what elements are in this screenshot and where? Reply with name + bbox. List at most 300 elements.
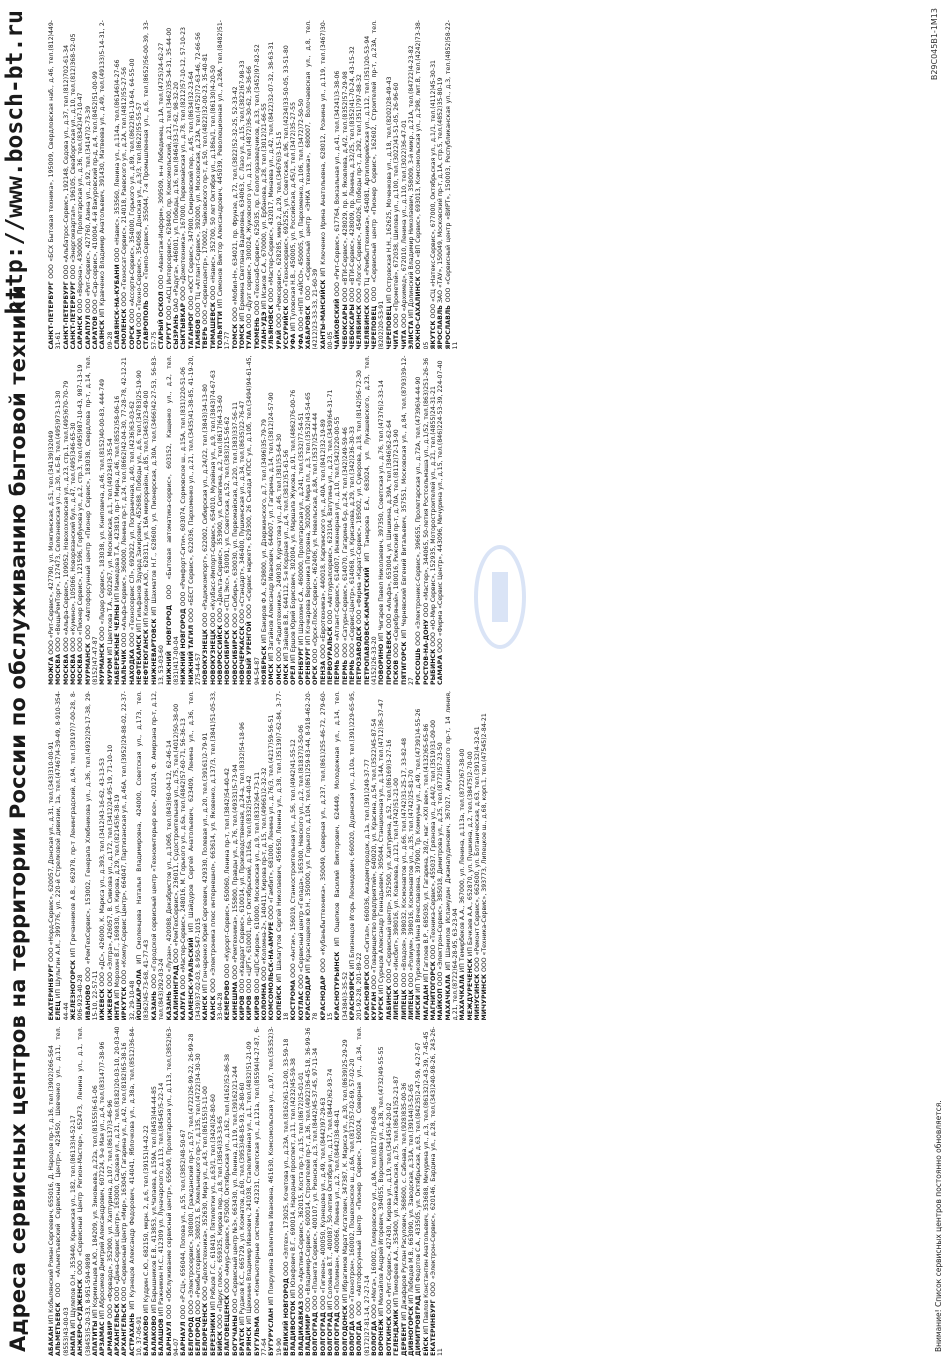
service-center-details: ИП Ключенко Ирина Анатольевна, 628012, Рознина ул., д.119, тел.(3467)30-00-05: [319, 20, 335, 350]
service-center-details: ООО «Сибирь», 630030, ул. Первомайская, д.220, тел.(383)337-56-11: [231, 401, 239, 628]
service-center-details: ООО «Гигиена», 400050, Кузнецова ул., д.49, тел.(8442)97-29-63: [319, 1097, 327, 1311]
service-center-entry: [334, 20, 341, 350]
service-center-details: ООО «ЦПС-Киров», 610000, Московская ул., д.9, тел.(8332)64-73-11: [253, 771, 261, 994]
city-name: ХАБАРОВСК: [305, 305, 313, 350]
service-center-details: ИП Симонов Виктор Александрович, 445039, Революционная ул., д.28А, тел.(8482)51-17-77: [216, 20, 232, 350]
service-center-entry: [107, 356, 114, 686]
service-center-entry: [63, 356, 70, 686]
service-center-entry: [305, 20, 320, 350]
service-center-details: ООО «Элтех», 173025, Кочетова ул., д.23А, тел.(8162)61-12-00, 33-59-18: [283, 1038, 290, 1276]
city-name: САРАТОВ: [92, 315, 100, 350]
service-center-entry: [393, 356, 400, 686]
city-name: СТАВРОПОЛЬ: [143, 300, 151, 350]
service-center-details: ООО «СЦ «Натекс-Сервис», 677000, Октябрьская ул., д.1/1, тел.(4112)45-30-31: [429, 60, 437, 319]
city-name: НИЖНИЙ НОВГОРОД: [165, 604, 173, 685]
city-name: ОРЕНБУРГ: [297, 647, 305, 685]
service-center-entry: [334, 1027, 341, 1357]
city-name: ЙОШКАР-ОЛА: [136, 969, 144, 1021]
service-center-entry: [415, 691, 422, 1021]
city-name: ЯКУТСК: [429, 320, 437, 350]
city-name: ЕЛЕЦ: [55, 1000, 63, 1021]
city-name: НОВОСИБИРСК: [231, 629, 239, 685]
service-center-details: ООО «Мега», 160002, Гиляровского ул., д.8А, тел.(8172)76-60-06: [371, 1106, 379, 1319]
service-center-details: ООО «Мастер», 344065, 50-летия Ростсельмаша ул., д.1/52, тел.(863)251-26-36: [422, 357, 430, 618]
service-center-entry: [232, 20, 239, 350]
city-name: МАХАЧКАЛА: [444, 974, 452, 1021]
service-center-entry: [188, 356, 203, 686]
service-center-details: ООО «Товарищество предприятий», 640020, ул. Красина, д.54, тел.(3522)45-87-54: [371, 718, 379, 990]
service-center-details: ООО «Навис», 352700, 50 лет Октября ул., д.186а/1, тел.(86130)4-20-50: [209, 65, 217, 301]
city-name: ЕКАТЕРИНБУРГ: [48, 963, 55, 1021]
service-center-details: ООО «Сервисцентр», 170002, Чайковского пр-т, д.50, тел.(4822)32-00-23, 35-40-81: [202, 53, 210, 325]
city-name: КОТЛАС: [297, 990, 305, 1021]
service-center-entry: [349, 356, 356, 686]
city-name: ВЛАДИКАВКАЗ: [297, 1300, 305, 1356]
city-name: АСТРАХАНЬ: [128, 1312, 136, 1356]
service-center-details: ООО «Логос-Сервис», 454026, Победы пр-т, д.292, тел.(351)797-88-32: [356, 74, 364, 303]
city-name: КУРСК: [378, 996, 386, 1021]
service-center-details: ИП Гречанников А.В., 662978, пр-т Ленинградский, д.94, тел.(39197)7-00-28, 8-906-923-40-28: [70, 691, 85, 1021]
city-name: БИЙСК: [216, 1330, 224, 1356]
service-center-entry: [312, 356, 319, 686]
service-center-details: ООО «Кубаньбыттехника», 350049, Северная ул., д.237, тел.(861)255-46-72, 279-60-15: [319, 691, 335, 1021]
service-center-details: ООО «Мобил-Н», 634021, пр. Фрунзе, д.72, тел.(3822)52-32-25, 52-33-42: [231, 86, 239, 322]
service-center-details: ООО «Навис», 353560, Ленина ул., д.114а, тел.(86146)4-27-66: [114, 59, 122, 263]
service-center-details: ООО «Владоя», 398032, Космонавтов ул., д.66, тел.(4742)31-25-17, 33-82-48: [400, 737, 408, 988]
city-name: ВЛАДИМИР: [305, 1313, 313, 1356]
service-center-details: ООО «Арктика-Сервис», 362015, Коста пр-т, д.15, тел.(8672)25-01-01: [297, 1072, 305, 1299]
service-center-entry: [378, 1027, 385, 1357]
city-name: КРАСНОЯРСК: [363, 971, 371, 1021]
city-name: САРАНСК: [77, 315, 85, 350]
service-center-details: ООО «Рембытсервис», 308023, Б. Хмельницкого пр-т, д.135, тел.(4722)34-30-30: [194, 1053, 202, 1315]
city-name: ЯРОСЛАВЛЬ: [444, 305, 452, 350]
service-center-entry: [268, 356, 275, 686]
city-name: УРАЙ: [275, 329, 283, 350]
service-center-entry: [305, 691, 320, 1021]
city-name: МОЖГА: [48, 656, 55, 685]
service-center-details: ИП Павлов Константин Анатольевич, 353688, Мичурина ул., д.3, тел.(86132)2-43-39, 7-45-45: [422, 1031, 430, 1335]
city-name: САНКТ-ПЕТЕРБУРГ: [62, 281, 70, 350]
service-center-details: ООО «Сатурн-Сервис», 614070, Гагарина б-р, д.24, тел.(342)249-59-46: [341, 427, 349, 658]
service-center-details: ИП Цветкова Т.А., 602267, ул. Московская, д.1, тел.(49234)3-35-54: [106, 438, 114, 656]
service-center-details: ИП Шамилов Исламудин Джамалудинович, 367027, Акушинского пр-т, 14 линия, д.21, тел.(8722)64-28-95, 63-23-94: [444, 691, 459, 1021]
service-center-entry: [437, 356, 444, 686]
service-center-entry: [334, 356, 341, 686]
service-center-entry: [254, 20, 261, 350]
service-center-details: ООО «Стандарт», 346400, Пушкинская ул., д.34, тел.(8635)22-76-47: [238, 400, 246, 624]
service-center-entry: [180, 20, 187, 350]
service-center-entry: [371, 20, 386, 350]
city-name: ОМСК: [275, 663, 283, 685]
service-center-details: ООО «РемТехСервис», 153002, Генерала Хлебникова ул., д.36, тел.(4932)29-17-38, 29-15-10, 22-57-11: [84, 691, 100, 1021]
service-center-entry: [202, 1027, 209, 1357]
service-center-entry: [121, 691, 136, 1021]
service-center-entry: [70, 691, 85, 1021]
service-center-details: ООО «Рит-Сервис», 427760, Азина ул., д.92, тел.(34147)2-73-39: [84, 105, 92, 314]
column-4: [48, 20, 928, 350]
service-center-entry: [55, 356, 62, 686]
service-center-details: ООО «Компу-Сервис Центр», 664047, Партизанская ул., д.46А, тел.(3952)29-88-02, 22-37-32, 29-10-48: [121, 691, 136, 1021]
service-center-entry: [298, 1027, 305, 1357]
service-center-details: ООО «Полиман», 400066, Ленина ул., д.2, тел.(8442)38-48-41: [334, 1109, 342, 1311]
city-name: ТАГАНРОГ: [187, 312, 195, 350]
city-name: МУРМАНСК: [84, 643, 92, 685]
service-center-entry: [70, 20, 77, 350]
service-center-details: ООО «Ремфорт-Сити», 603074, Сормовское ш., д.15А, тел.(831)220-51-06: [180, 366, 188, 607]
city-name: МУРОМ: [106, 657, 114, 685]
city-name: ОРЕНБУРГ: [305, 647, 313, 685]
city-name: ВОЛОГДА: [349, 1320, 357, 1356]
service-center-entry: [85, 20, 92, 350]
service-center-entry: [415, 356, 422, 686]
city-name: КАЛИНИНГРАД: [172, 964, 180, 1021]
service-center-entry: [320, 356, 327, 686]
city-name: СОРСК: [128, 325, 136, 350]
service-center-entry: [202, 20, 209, 350]
service-center-details: ООО «БЕСТ Сервис», 622036, Пархоменко ул., д.21, тел.(3435)41-38-85, 41-19-20, 275-44-57: [187, 355, 202, 685]
city-name: КАЗАНЬ: [150, 990, 158, 1021]
city-name: МОСКВА: [77, 653, 85, 685]
city-name: БУГУЛЬМА: [253, 1316, 261, 1356]
city-name: НАБЕРЕЖНЫЕ ЧЕЛНЫ: [114, 604, 122, 685]
city-name: СЛАВЯНСК-НА-КУБАНИ: [114, 264, 122, 350]
city-name: РЫБИНСК: [429, 648, 437, 685]
service-center-details: ООО «Атлант-Сервис», 614007, Инженерная ул., д.10, тел.(342)220-00-55: [334, 416, 342, 658]
city-name: БЛАГОВЕЩЕНСК: [224, 1294, 232, 1356]
city-name: ЛИПЕЦК: [407, 989, 415, 1021]
service-center-entry: [305, 1027, 312, 1357]
service-center-details: ИП Зайцев В.В., 644112, 5-я Кордная ул., д.4, тел.(3812)51-61-56: [283, 449, 290, 662]
service-center-details: ООО «Парус плюс», 659325, Кирова пер., д.8, тел.(3854)33-33-65: [216, 1115, 224, 1329]
website-url[interactable]: http://www.bosch-bt.ru: [2, 10, 28, 315]
city-name: БЕРЕЗНИКИ: [209, 1312, 217, 1356]
service-center-entry: [158, 20, 165, 350]
service-center-details: ООО «Орск-Плюс-Сервис», 462406, ул. Невельская, д.8А, тел.(3537)25-44-44: [312, 412, 320, 664]
service-center-details: ИП Михайлов Андрей Игоревич, 394055, Ворошилова ул., д.38, тел.(4732)49-55-55: [378, 1046, 386, 1317]
service-center-details: ИП Покрулина Валентина Ивановна, 461630, Комсомольская ул., д.97, тел.(35352)3-19-90: [268, 1026, 283, 1356]
service-center-entry: [63, 20, 70, 350]
service-center-details: ООО «Ролиум», 398016, Космонавтов ул., д.35, тел.(4742)25-81-70: [407, 769, 415, 988]
service-center-details: ООО «ВП Сервис», 693013, Комсомольская ул., д.298, лит.В, тел.(4242)73-38-05: [415, 20, 430, 350]
city-name: ТЮМЕНЬ: [253, 317, 261, 350]
service-center-details: ИП Кочкарева Вероника Петровна, 302000, Мира пл., д.3, тел.(3532)43-54-65: [305, 392, 313, 646]
service-center-details: ИП Кормильцев А.Ю., 184209, ул. Зиновьева, д.22а, тел.(81555)6-61-06: [92, 1085, 100, 1319]
service-center-details: ООО «Сар-сервис», 410004, 4-й Вакуровский пр-д, д.4, тел.(8452)51-00-99: [92, 71, 100, 314]
service-center-entry: [129, 20, 136, 350]
city-name: НОВОРОССИЙСК: [216, 624, 224, 685]
service-center-entry: [239, 20, 246, 350]
service-center-entry: [210, 356, 217, 686]
city-name: КОПЕЙСК: [275, 985, 283, 1021]
service-center-details: ИП Островская Н.Н., 162625, Моченкова ул., д.18, тел.(8202)28-49-43: [385, 76, 393, 304]
service-center-entry: [467, 691, 474, 1021]
service-center-entry: [342, 1027, 349, 1357]
service-center-entry: [327, 356, 334, 686]
service-center-entry: [77, 356, 84, 686]
service-center-details: ООО «Коломна-2», 140411, Кирова пр-т, д.15, тел.(49661)2-32-32: [260, 767, 268, 981]
service-center-entry: [423, 691, 430, 1021]
service-center-details: ИП Гильфанов Эдуард Закирович, 452688, Победы ул., д.6, тел.(34783)25-19-90: [136, 370, 144, 633]
city-name: ПЕРВОУРАЛЬСК: [327, 626, 335, 685]
city-name: ЧЕЛЯБИНСК: [356, 304, 364, 350]
city-name: ТАМБОВ: [194, 319, 202, 350]
service-center-entry: [437, 20, 444, 350]
service-center-details: ООО «Автофорсунный Центр «Пионер Сервис», 160024, Северная ул., д.34, тел.(8172)27-81-14, 27-27-14: [356, 1026, 371, 1356]
service-center-entry: [180, 356, 187, 686]
city-name: РОСТОВ-НА-ДОНУ: [422, 619, 430, 685]
city-name: КАМЕНСК-УРАЛЬСКИЙ: [187, 937, 195, 1021]
service-center-details: ООО «Сервисный центр «ВИРТ», 150003, Республиканская ул., д.3, тел.(4852)58-22-11: [444, 20, 459, 350]
service-center-details: ООО «Сервисный центр №3», 663430, ул. Ленина, д.119, тел.(39162)21-244: [231, 1065, 239, 1314]
service-center-details: ОАО «Радуга», 446001, ул. Победы, д.16, тел.(8464)33-17-62, 98-32-20: [172, 81, 180, 313]
service-center-entry: [151, 1027, 158, 1357]
service-center-entry: [474, 691, 481, 1021]
service-center-details: ООО «Техснаб-Сервис», 625035, пр. Геологоразведчиков, д.33, тел.(3452)97-82-52: [253, 44, 261, 316]
city-name: СЫКТЫВКАР: [180, 302, 188, 350]
service-center-entry: [158, 1027, 165, 1357]
service-center-details: ООО «ВещьРемТорг», 127473, Селезневская ул., д.30, к.Б-В, тел.(495)973-13-30: [55, 390, 63, 652]
service-center-details: ООО «Техносервис», 692525, ул. Советская, д.96, тел.(4234)33-50-05, 33-51-80: [283, 45, 290, 304]
city-name: ТОМСК: [231, 323, 239, 350]
city-name: КОСТРОМА: [290, 979, 298, 1021]
city-name: ОМСК: [268, 663, 276, 685]
service-center-details: ООО «Сервис маркет», 629300, 26 Съезда КПСС ул., д.10б, тел.(3494)94-61-45, 94-54-87: [246, 355, 261, 685]
city-name: БЕЛГОРОД: [194, 1316, 202, 1356]
city-name: НЕФТЕЮГАНСК: [143, 629, 151, 685]
service-center-entry: [393, 20, 400, 350]
service-center-details: ООО «Техносервис СЛ», 692922, ул. Пограничная, д.40, тел.(4236)63-03-62: [128, 400, 136, 647]
service-center-entry: [136, 20, 143, 350]
service-center-details: ООО «Электрон-Сервис», 385018, Димитрова ул., д.25, тел.(8772)57-23-50: [437, 742, 445, 987]
service-center-details: ИП Федотов С.А., 433505, ул. Октябрьская, д.63, тел.(84235)2-47-59, 4-27-67: [415, 1042, 423, 1294]
city-name: НЕФТЕКАМСК: [136, 634, 144, 685]
service-center-details: ООО «Сервисный центр «ЭНКА техника», 680007, Волочаевская ул., д.8, тел.(4212)23-33-33, 21-60-39: [305, 20, 320, 350]
service-center-entry: [408, 691, 415, 1021]
service-center-details: ООО «Техника-Сервис», 455037, Грязнова ул., д.44/2, тел.(3519)31-09-00: [429, 719, 437, 960]
city-name: ВОЛОГДА: [356, 1320, 364, 1356]
city-name: БАРНАУЛ: [165, 1321, 173, 1356]
service-center-details: ООО «Евротехника», 440018, Карпинского ул., д.40А, тел.(8412)32-19-89: [319, 419, 327, 659]
service-center-details: ООО «Р-СЦ», 656044, Попова ул., д.55, тел.(3852)48-50-67: [180, 1129, 188, 1320]
service-center-details: ООО «ДС», 426000, К. Маркса ул., д.393, тел.(3412)43-16-62, 43-13-53: [99, 758, 107, 987]
city-name: ТОМСК: [238, 323, 246, 350]
service-center-entry: [290, 691, 297, 1021]
service-center-entry: [166, 691, 173, 1021]
service-center-details: ООО «Радиокомпорт», 622002, Сибирская ул., д.24/22, тел.(3843)34-13-80: [202, 384, 210, 628]
city-name: КРАСНОТУРЬИНСК: [334, 951, 342, 1021]
city-name: ПЕТРОЗАВОДСК: [356, 626, 364, 685]
service-center-details: ООО «Пионер Сервис», 121596, Горбунова ул., д.2, стр.3, тел.(495)987-10-43, 987-13-19: [77, 364, 85, 652]
city-name: КАЗАНЬ: [165, 990, 173, 1021]
service-center-entry: [268, 691, 275, 1021]
service-center-entry: [356, 356, 363, 686]
city-name: НОВОКУЗНЕЦК: [209, 629, 217, 685]
city-name: КРАСНОДАР: [305, 975, 313, 1021]
city-name: ВОЛГОГРАД: [334, 1312, 342, 1356]
service-center-details: ИП Чигарев Павел Николаевич, 397350, Советская ул., д.76, тел.(47376)2-33-14: [378, 380, 386, 642]
city-name: СУРГУТ: [165, 322, 173, 350]
service-center-details: ООО «Ремсервис», 628285, микр.2, д.29, тел.(34676)3-15-15: [275, 131, 283, 328]
service-center-details: ИП Морохин В.Г., 169830, ул. Кирова, д.29, тел.(82145)6-38-19: [114, 794, 122, 999]
city-name: ПЕРМЬ: [349, 659, 357, 685]
city-name: АНЖЕРО-СУДЖЕНСК: [77, 1278, 85, 1356]
city-name: АБАКАН: [48, 1326, 55, 1356]
city-name: ИВАНОВО: [84, 984, 92, 1021]
city-name: СОЧИ: [136, 329, 144, 350]
city-name: ТВЕРЬ: [202, 326, 210, 350]
city-name: ЧЕБОКСАРЫ: [341, 304, 349, 350]
service-center-entry: [401, 20, 408, 350]
city-name: НАЛЬЧИК: [121, 649, 129, 685]
city-name: ВОЛГОГРАД: [312, 1312, 320, 1356]
service-center-entry: [217, 20, 232, 350]
service-center-details: ИП Гаглоев В.Р., 685030, ул. Гагарина, 28/2, маг. «ХХI век», тел.(4132)65-65-86: [422, 723, 430, 983]
service-center-entry: [151, 691, 166, 1021]
service-center-details: ООО «Мастер-Сервис», 432017, Минаева ул., д.42, тел.(8422)32-07-32, 38-63-31: [268, 41, 276, 303]
service-center-entry: [290, 356, 297, 686]
service-center-entry: [437, 691, 444, 1021]
city-name: НИЖНЕВАРТОВСК: [150, 618, 158, 685]
service-center-details: ООО «Форвард», 352900, ул. Халтурина, д.107, тел.(86137)3-46-96: [106, 1099, 114, 1319]
service-center-details: ООО «Ремтехника», 155800, Правды ул., д.76, тел.(49331)5-73-94: [231, 764, 239, 980]
service-center-details: ИП Кузнецов Александр Федорович, 414041, Яблочкова ул., д.38а, тел.(8512)36-84-10, 37-06-91: [128, 1026, 144, 1356]
city-name: ЛИПЕЦК: [393, 989, 401, 1021]
service-center-details: ООО «Альметьевский Сервисный Центр», 423450, Шевченко ул., д.11, тел.(8553)43-00-03: [55, 1026, 70, 1356]
service-center-entry: [276, 691, 291, 1021]
city-name: МАХАЧКАЛА: [459, 974, 467, 1021]
service-center-details: ООО «Технотрон», 160002, Пошехонское ш., д.6А, тел.(8172)57-02-69, 57-02-20: [349, 1058, 357, 1319]
city-name: БАЛАКОВО: [150, 1315, 158, 1356]
service-center-details: ИП Рябцов Г.С., 618419, Пятилетки ул., д.63/1, тел.(3424)26-80-60: [209, 1094, 217, 1311]
city-name: ДЕРБЕНТ: [400, 1322, 408, 1356]
service-center-entry: [327, 1027, 334, 1357]
service-center-entry: [276, 20, 283, 350]
service-center-entry: [99, 691, 106, 1021]
service-center-details: ИП Шахматов Н.Г., 628600, ул. Пионерская, д.30А, тел.(3466)42-27-53, 56-83-13, 53-03-60: [150, 355, 166, 685]
city-name: ВОЛГОГРАД: [319, 1312, 327, 1356]
service-center-details: ООО «Архимед», 672010, Ленина ул., д.110, тел.(3022)36-47-01: [400, 119, 408, 328]
city-name: ВОЛГОДОНСК: [341, 1305, 349, 1356]
city-name: ЧЕРЕПОВЕЦ: [385, 305, 393, 350]
service-center-entry: [188, 20, 195, 350]
city-name: ИРКУТСК: [121, 986, 129, 1021]
service-center-details: ИП Джафаров Руслан Расулович, 368600, с. Сабнава, тел.(928)835-00-36: [400, 1082, 408, 1321]
city-name: НИЖНИЙ НОВГОРОД: [180, 608, 188, 685]
service-center-details: ИП Рудаков К.С., 665729, ул. Кооматов, д.60, тел.(3953)48-85-93, 26-80-60: [238, 1082, 246, 1326]
city-name: АРХАНГЕЛЬСК: [121, 1303, 129, 1356]
service-center-entry: [85, 356, 100, 686]
city-name: ЯРОСЛАВЛЬ: [437, 305, 445, 350]
city-name: ХАНТЫ-МАНСИЙСК: [319, 279, 327, 350]
service-center-entry: [77, 1027, 92, 1357]
city-name: ПЕРМЬ: [341, 659, 349, 685]
service-center-entry: [92, 20, 99, 350]
city-name: КИНЕШМА: [231, 981, 239, 1021]
service-center-entry: [114, 356, 121, 686]
service-center-entry: [401, 691, 408, 1021]
service-center-details: ИП Барышников Е.В., 413853, ул.Чапаева, д.159А, тел.(8453)44-44-85: [150, 1086, 158, 1314]
city-name: БЕЛОРЕЧЕНСК: [202, 1302, 210, 1356]
footnote: Внимание! Список сервисных центров постоянно обновляется.: [934, 1100, 943, 1352]
service-center-details: ООО «Кумино», 105066, Новорязанский бул., д.47, тел.(495)346-65-30: [70, 422, 78, 652]
city-name: МАГАДАН: [422, 984, 430, 1021]
service-center-details: ИП Ибрагимов Марат Асгатович, 347387, К. Маркса ул., д.30, тел.(8639)25-29-29: [341, 1039, 349, 1304]
service-center-entry: [99, 20, 114, 350]
city-name: БАРНАУЛ: [180, 1321, 188, 1356]
service-center-entry: [423, 356, 430, 686]
service-center-entry: [393, 1027, 400, 1357]
service-center-entry: [210, 691, 225, 1021]
service-center-details: ИП Близнецов Игорь Леонидович, 660020, Дудинская ул., д.10а, тел.(391)229-65-95, 201-92-28, 201-89-22: [349, 691, 364, 1021]
service-center-entry: [334, 691, 349, 1021]
service-center-details: ИП Гончаренко Юрий Сергеевич, 429330, Полевая ул., д.20, тел.(39161)2-79-91: [202, 732, 210, 994]
city-name: САНКТ-ПЕТЕРБУРГ: [48, 281, 55, 350]
city-name: КРАСНОЯРСК: [349, 971, 357, 1021]
service-center-details: ИП Кравченко Владимир Анатольевич, 391430, Матвеева ул., д.49, тел.(49133)5-14-31, 2-09-28: [99, 20, 114, 350]
service-center-entry: [180, 691, 187, 1021]
city-name: АПАТИТЫ: [92, 1320, 100, 1356]
service-center-details: ООО «Дуэт сервис», 300024, Жуковского ул., д.13, тел.(4872)36-30-62, 36-36-66: [246, 65, 254, 329]
service-center-details: ООО «ВТИ-Сервис», 428009, пр. Ленина, д.32/25, тел.(8352)41-70-24, 43-15-32: [349, 46, 357, 303]
service-center-details: ИП Мамедова Т.А., 423819, пр-т Мира, д.46, тел.(8552)58-06-16: [114, 395, 122, 603]
service-center-entry: [445, 691, 460, 1021]
service-center-entry: [246, 20, 253, 350]
city-name: ЧИТА: [400, 329, 408, 350]
service-center-details: ООО «Электроникс-Сервис», 396655, Пролетарская ул., д.72А, тел.(47396)4-44-90: [415, 376, 423, 646]
service-center-entry: [254, 691, 261, 1021]
city-name: САНКТ-ПЕТЕРБУРГ: [70, 281, 78, 350]
service-center-entry: [129, 1027, 144, 1357]
service-center-entry: [224, 356, 231, 686]
service-center-details: ИП Туловская Н.В., 450005, ул. Российская, д.45/1, тел.(3472)35-27-55: [290, 101, 298, 332]
service-center-details: ООО «Сервис-Центр», 614068, ул. Крисанова, д.29, тел.(342)236-30-33: [349, 426, 357, 658]
service-center-details: ООО «Темпо-Сервис», 355044, 7-я Промышленная ул., д.6, тел.(8652)56-00-39, 33-57-75: [143, 20, 158, 350]
city-name: КИРОВ: [246, 995, 254, 1021]
service-center-details: ООО «Дельта-Сервис», 353900, ул. Сипягина, д.2, тел.(8617)64-33-60: [216, 395, 224, 623]
service-center-entry: [210, 20, 217, 350]
service-center-entry: [246, 356, 261, 686]
city-name: ПЕТРОПАВЛОВСК-КАМЧАТСКИЙ: [363, 567, 371, 685]
service-center-entry: [55, 1027, 70, 1357]
service-center-entry: [217, 356, 224, 686]
city-name: АРХАНГЕЛЬСК: [114, 1303, 122, 1356]
city-name: УФА: [290, 333, 298, 350]
city-name: ОРСК: [312, 665, 320, 685]
service-center-details: ООО «Радиотехника», 249030, Курчатова ул., д.46, тел.(381)53-64-30: [275, 433, 283, 662]
service-center-details: ООО «Планета Сервис», 400107, ул. Рионская, д.3, тел.(8442)45-37-45, 97-11-34: [312, 1047, 320, 1311]
service-center-details: ИП Ощепков Василий Викторович, 624449, Молодежная ул., д.14, тел.(34384)3-35-52: [334, 691, 349, 1021]
service-center-details: ООО «Антэк», 156019, Станкостроительная ул., д.56, тел.(4942)41-55-12: [290, 739, 298, 978]
city-name: БАЛАШОВ: [158, 1318, 166, 1356]
service-center-entry: [312, 1027, 319, 1357]
service-center-entry: [254, 1027, 269, 1357]
city-name: ОРЕЛ: [290, 665, 298, 685]
service-center-details: ООО «Ремонт Сервис», 662600, ул. Ботаническая, д.63, тел.(39132)4-32-61: [473, 726, 481, 972]
service-center-details: ИП Долинский Владимир Николаевич, 358009, 3-й микр., д.21А, тел.(84722)4-23-82: [407, 45, 415, 319]
service-center-entry: [195, 1027, 202, 1357]
service-center-entry: [166, 356, 181, 686]
service-center-entry: [356, 20, 363, 350]
city-name: МОСКВА: [62, 653, 70, 685]
city-name: ГЕЛЕНДЖИК: [393, 1309, 401, 1356]
service-center-details: ООО «Дина-Сервис Центр», 163000, Садовая ул., д.21, тел.(8182)20-03-10, 20-03-40: [114, 1026, 122, 1302]
city-name: ЭЛИСТА: [407, 320, 415, 350]
city-name: МИНУСИНСК: [473, 973, 481, 1021]
service-center-details: ООО «Кузбасс-Импорт-Сервис», 654010, Музейная ул., д.9, тел.(3843)74-67-63: [209, 370, 217, 628]
city-name: АНАПА: [70, 1330, 78, 1356]
city-name: ЕЙСК: [422, 1336, 430, 1356]
